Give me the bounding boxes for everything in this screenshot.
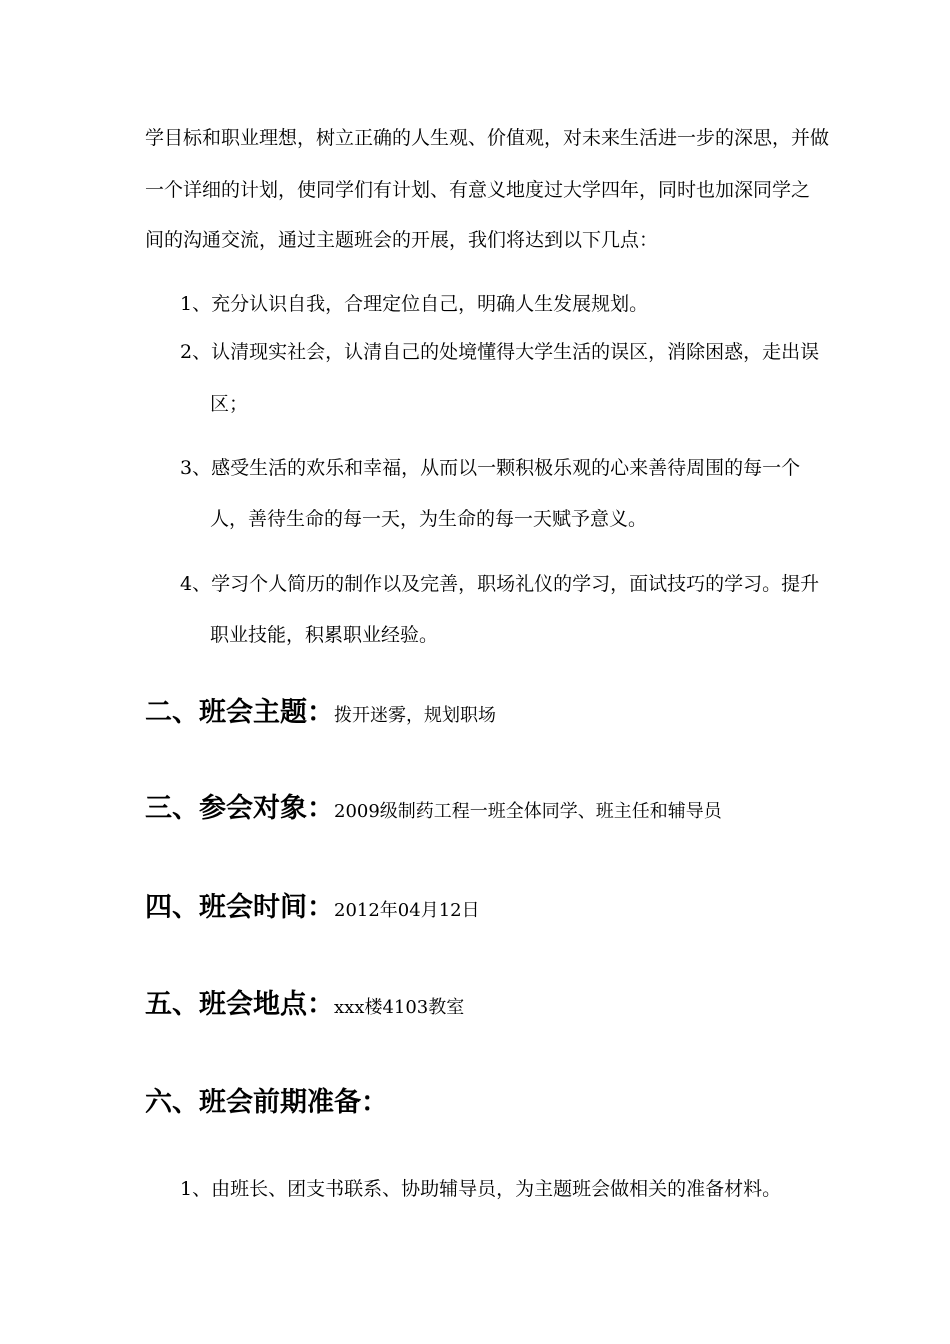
- section-location: [145, 988, 464, 1025]
- section-theme-label: 二、班会主题：: [145, 697, 334, 728]
- goal-item-4: 4、学习个人简历的制作以及完善，职场礼仪的学习，面试技巧的学习。提升: [180, 573, 820, 595]
- section-time: [145, 891, 480, 928]
- intro-line-1: 学目标和职业理想，树立正确的人生观、价值观，对未来生活进一步的深思，并做: [145, 127, 830, 149]
- section-participants: [145, 792, 722, 829]
- section-theme-value: 拨开迷雾，规划职场: [334, 705, 496, 726]
- goal-item-3: 3、感受生活的欢乐和幸福，从而以一颗积极乐观的心来善待周围的每一个: [180, 457, 801, 479]
- section-location-value: xxx楼4103教室: [334, 997, 465, 1018]
- section-time-value: 2012年04月12日: [334, 900, 480, 921]
- intro-line-2: 一个详细的计划，使同学们有计划、有意义地度过大学四年，同时也加深同学之: [145, 179, 811, 201]
- intro-line-3: 间的沟通交流，通过主题班会的开展，我们将达到以下几点：: [145, 229, 659, 251]
- goal-item-2-cont: 区；: [210, 393, 249, 415]
- section-location-label: 五、班会地点：: [145, 989, 334, 1020]
- goal-item-2: 2、认清现实社会，认清自己的处境懂得大学生活的误区，消除困惑，走出误: [180, 341, 820, 363]
- section-time-label: 四、班会时间：: [145, 892, 334, 923]
- goal-item-3-cont: 人，善待生命的每一天，为生命的每一天赋予意义。: [210, 508, 648, 530]
- preparation-item-1: 1、由班长、团支书联系、协助辅导员，为主题班会做相关的准备材料。: [180, 1178, 782, 1200]
- section-participants-value: 2009级制药工程一班全体同学、班主任和辅导员: [334, 801, 722, 822]
- goal-item-1: 1、充分认识自我，合理定位自己，明确人生发展规划。: [180, 293, 649, 315]
- section-preparation: [145, 1086, 388, 1123]
- section-participants-label: 三、参会对象：: [145, 793, 334, 824]
- section-theme: [145, 696, 496, 733]
- section-preparation-label: 六、班会前期准备：: [145, 1087, 388, 1118]
- goal-item-4-cont: 职业技能，积累职业经验。: [210, 624, 439, 646]
